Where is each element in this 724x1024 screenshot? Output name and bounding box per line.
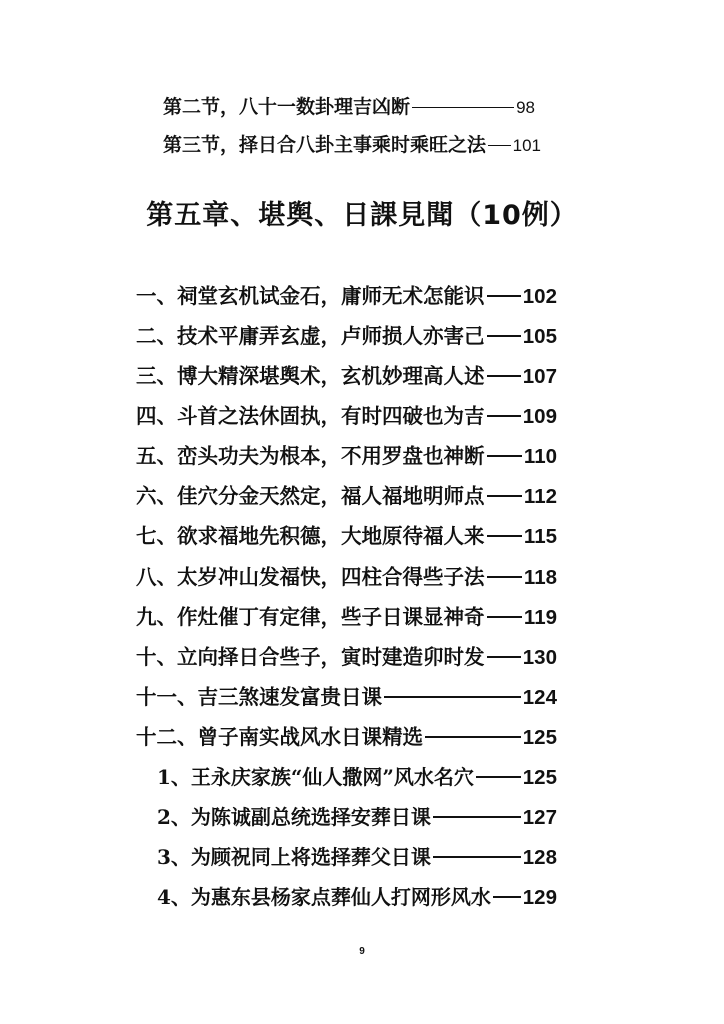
toc-entry-title: 三、博大精深堪舆术，玄机妙理高人述 <box>136 364 485 388</box>
toc-entry <box>136 439 557 469</box>
toc-entry <box>136 560 557 590</box>
leader-line <box>476 776 521 778</box>
toc-entry <box>136 399 557 429</box>
toc-subentry-title: 3、为顾祝同上将选择葬父日课 <box>157 845 431 869</box>
toc-page-number: 119 <box>523 606 557 629</box>
toc-subentry <box>157 841 557 870</box>
leader-line <box>488 145 511 146</box>
leader-line <box>487 375 521 377</box>
leader-line <box>487 495 522 497</box>
leader-line <box>487 295 521 297</box>
toc-page-number: 101 <box>512 136 541 155</box>
toc-entry <box>136 319 557 349</box>
toc-page-number: 110 <box>523 445 557 468</box>
toc-entry <box>136 359 557 389</box>
toc-entry <box>136 519 557 549</box>
toc-subentry <box>157 761 557 790</box>
toc-entry-title: 九、作灶催丁有定律，些子日课显神奇 <box>136 605 485 629</box>
toc-subentry <box>157 801 557 830</box>
toc-subentry <box>157 881 557 910</box>
toc-entry-title: 五、峦头功夫为根本，不用罗盘也神断 <box>136 444 485 468</box>
toc-entry-title: 八、太岁冲山发福快，四柱合得些子法 <box>136 565 485 589</box>
toc-entry <box>136 479 557 509</box>
toc-subentry-title: 2、为陈诚副总统选择安葬日课 <box>157 805 431 829</box>
toc-entry <box>136 720 557 750</box>
leader-line <box>425 736 521 738</box>
toc-subentry-title: 1、王永庆家族“仙人撒网”风水名穴 <box>157 765 474 789</box>
toc-entry-title: 十二、曾子南实战风水日课精选 <box>136 725 423 749</box>
toc-page-number: 124 <box>522 686 557 709</box>
toc-entry-title: 十一、吉三煞速发富贵日课 <box>136 685 382 709</box>
toc-page-number: 125 <box>522 726 557 749</box>
toc-page-number: 130 <box>522 646 557 669</box>
leader-line <box>487 616 522 618</box>
leader-line <box>487 535 522 537</box>
toc-page-number: 125 <box>522 766 557 789</box>
leader-line <box>412 107 514 108</box>
toc-section-title: 第三节，择日合八卦主事乘时乘旺之法 <box>163 134 487 156</box>
leader-line <box>487 335 521 337</box>
leader-line <box>384 696 521 698</box>
toc-page-number: 109 <box>522 405 557 428</box>
leader-line <box>487 576 522 578</box>
leader-line <box>487 656 521 658</box>
toc-section-title: 第二节，八十一数卦理吉凶断 <box>163 96 411 118</box>
toc-page-number: 102 <box>522 285 557 308</box>
leader-line <box>433 856 521 858</box>
toc-entry <box>136 600 557 630</box>
toc-section-2 <box>163 92 535 119</box>
chapter-title: 第五章、堪舆、日課見聞（10例） <box>146 200 578 231</box>
toc-entry <box>136 640 557 670</box>
toc-page-number: 107 <box>522 365 557 388</box>
toc-entry-title: 六、佳穴分金天然定，福人福地明师点 <box>136 484 485 508</box>
toc-entry-title: 七、欲求福地先积德，大地原待福人来 <box>136 524 485 548</box>
toc-section-3 <box>163 130 541 157</box>
toc-entry-title: 四、斗首之法休固执，有时四破也为吉 <box>136 404 485 428</box>
leader-line <box>487 415 521 417</box>
leader-line <box>493 896 521 898</box>
leader-line <box>433 816 521 818</box>
toc-entry <box>136 680 557 710</box>
toc-page-number: 128 <box>522 846 557 869</box>
toc-page-number: 112 <box>523 485 557 508</box>
page-number: 9 <box>359 946 365 957</box>
toc-page-number: 115 <box>523 525 557 548</box>
toc-entry-title: 二、技术平庸弄玄虚，卢师损人亦害己 <box>136 324 485 348</box>
toc-page-number: 98 <box>516 98 535 117</box>
toc-page-number: 118 <box>523 566 557 589</box>
toc-entry-title: 一、祠堂玄机试金石，庸师无术怎能识 <box>136 284 485 308</box>
toc-page-number: 127 <box>522 806 557 829</box>
toc-page-number: 105 <box>522 325 557 348</box>
toc-subentry-title: 4、为惠东县杨家点葬仙人打网形风水 <box>157 885 491 909</box>
toc-page-number: 129 <box>522 886 557 909</box>
toc-entry-title: 十、立向择日合些子，寅时建造卯时发 <box>136 645 485 669</box>
leader-line <box>487 455 522 457</box>
toc-entry <box>136 279 557 309</box>
